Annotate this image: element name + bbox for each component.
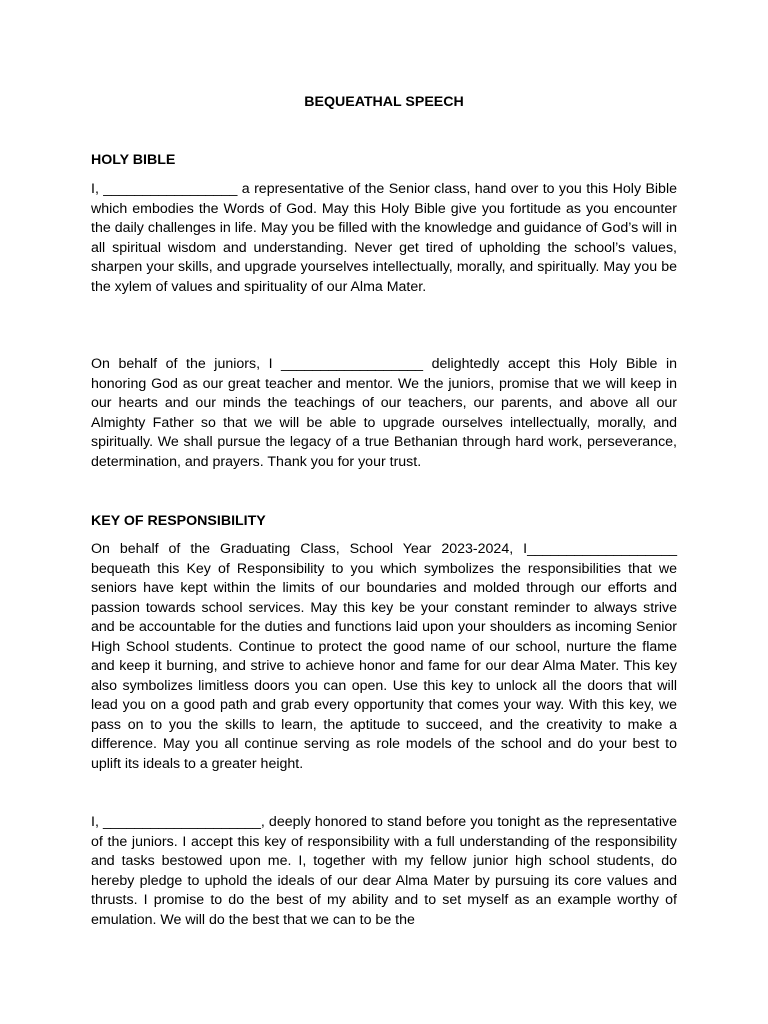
section-heading-key-of-responsibility: KEY OF RESPONSIBILITY [91, 513, 266, 529]
document-title: BEQUEATHAL SPEECH [304, 94, 464, 110]
paragraph-senior-key: On behalf of the Graduating Class, School Year 2023-2024, I___________________ bequeath this Key of Responsibility to you which symbolizes the responsibilities that we seniors have kept within the limits of our boundaries and molded through our efforts and passion towards school services. May this key be your constant reminder to always strive and be accountable for the duties and functions laid upon your shoulders as incoming Senior High School students. Continue to protect the good name of our school, nurture the flame and keep it burning, and strive to achieve honor and fame for our dear Alma Mater. This key also symbolizes limitless doors you can open. Use this key to unlock all the doors that will lead you on a good path and grab every opportunity that comes your way. With this key, we pass on to you the skills to learn, the aptitude to succeed, and the creativity to make a difference. May you all continue serving as role models of the school and do your best to uplift its ideals to a greater height. [91, 541, 677, 772]
paragraph-junior-bible: On behalf of the juniors, I __________________ delightedly accept this Holy Bible in honoring God as our great teacher and mentor. We the juniors, promise that we will keep in our hearts and our minds the teachings of our teachers, our parents, and above all our Almighty Father so that we will be able to upgrade ourselves intellectually, morally, and spiritually. We shall pursue the legacy of a true Bethanian through hard work, perseverance, determination, and prayers. Thank you for your trust. [91, 356, 677, 470]
paragraph-junior-key: I, ____________________, deeply honored to stand before you tonight as the representative of the juniors. I accept this key of responsibility with a full understanding of the responsibility and tasks bestowed upon me. I, together with my fellow junior high school students, do hereby pledge to uphold the ideals of our dear Alma Mater by pursuing its core values and thrusts. I promise to do the best of my ability and to set myself as an example worthy of emulation. We will do the best that we can to be the [91, 814, 677, 928]
section-heading-holy-bible: HOLY BIBLE [91, 152, 176, 168]
paragraph-senior-bible: I, _________________ a representative of the Senior class, hand over to you this Holy Bible which embodies the Words of God. May this Holy Bible give you fortitude as you encounter the daily challenges in life. May you be filled with the knowledge and guidance of God’s will in all spiritual wisdom and understanding. Never get tired of upholding the school’s values, sharpen your skills, and upgrade yourselves intellectually, morally, and spiritually. May you be the xylem of values and spirituality of our Alma Mater. [91, 181, 677, 295]
